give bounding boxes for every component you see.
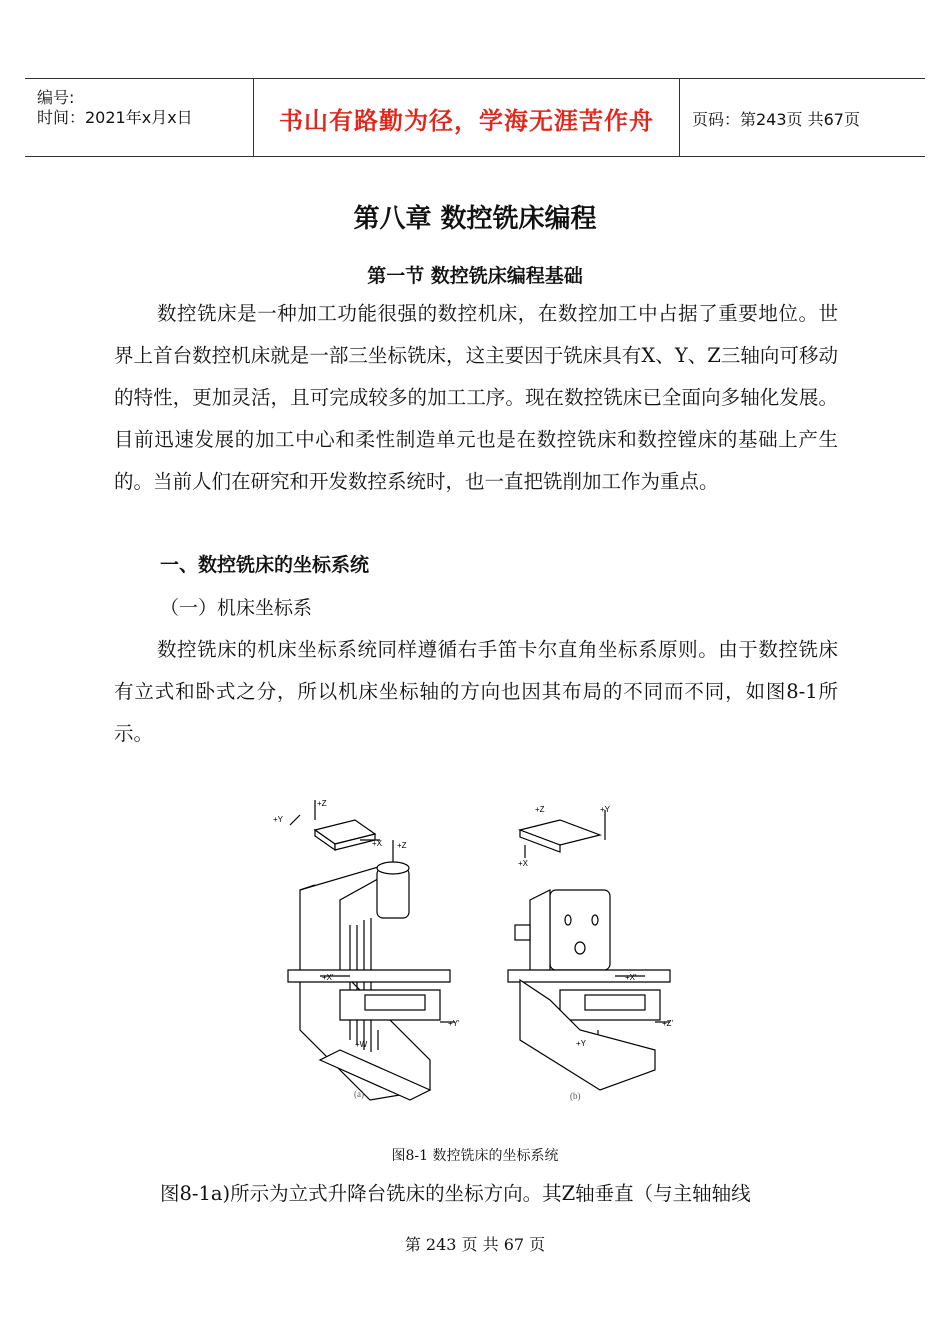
chapter-title: 第八章 数控铣床编程: [353, 204, 597, 234]
figure-caption: 图8-1 数控铣床的坐标系统: [391, 1148, 559, 1164]
axis-label-b-table-z: +Z': [662, 1019, 674, 1028]
machine-b: [508, 810, 670, 1090]
number-label: 编号:: [37, 88, 75, 107]
axis-label-b-top-x: +X: [518, 859, 529, 868]
axis-label-a-top-y: +Y: [273, 815, 284, 824]
section-title: 第一节 数控铣床编程基础: [367, 265, 583, 287]
page-footer: 第 243 页 共 67 页: [404, 1235, 546, 1254]
paragraph-2-text: 数控铣床的机床坐标系统同样遵循右手笛卡尔直角坐标系原则。由于数控铣床有立式和卧式之分，所以机床坐标轴的方向也因其布局的不同而不同，如图8-1所示。: [114, 638, 838, 745]
paragraph-3-text: 图8-1a)所示为立式升降台铣床的坐标方向。其Z轴垂直（与主轴轴线: [160, 1182, 751, 1205]
header-page-info: 页码：第243页 共67页: [692, 110, 860, 129]
header-motto-cell: [254, 79, 680, 156]
paragraph-2: [114, 629, 838, 755]
axis-label-b-top-y: +Y: [600, 805, 611, 814]
header-right-cell: [680, 79, 925, 156]
paragraph-1-text: 数控铣床是一种加工功能很强的数控机床，在数控加工中占据了重要地位。世界上首台数控机床就是一部三坐标铣床，这主要因于铣床具有X、Y、Z三轴向可移动的特性，更加灵活，且可完成较多的加工工序。现在数控铣床已全面向多轴化发展。目前迅速发展的加工中心和柔性制造单元也是在数控铣床和数控镗床的基础上产生的。当前人们在研究和开发数控系统时，也一直把铣削加工作为重点。: [114, 302, 838, 493]
axis-label-a-top-x: +X: [372, 839, 383, 848]
axis-label-a-top-z: +Z: [317, 799, 327, 808]
axis-label-a-table-x: +X': [322, 973, 334, 982]
time-label: 时间：2021年x月x日: [37, 108, 193, 127]
paragraph-3: [160, 1173, 840, 1215]
axis-label-b-table-y: +Y: [576, 1039, 587, 1048]
axis-label-b-table-x: +X': [625, 973, 637, 982]
figure-label-a: (a): [354, 1089, 364, 1099]
axis-label-a-table-y: +Y': [448, 1019, 460, 1028]
heading-machine-coordinate: （一）机床坐标系: [160, 597, 313, 619]
axis-label-b-top-z: +Z: [535, 805, 545, 814]
paragraph-1: [114, 293, 838, 503]
motto: 书山有路勤为径，学海无涯苦作舟: [279, 107, 654, 135]
heading-coordinate-system: 一、数控铣床的坐标系统: [160, 554, 370, 576]
axis-label-a-spindle-z: +Z: [397, 841, 407, 850]
axis-label-a-table-w: +W: [355, 1040, 368, 1049]
figure-label-b: (b): [570, 1091, 581, 1101]
header-left-cell: [25, 79, 254, 156]
figure-8-1: [260, 790, 680, 1110]
milling-machine-diagram: [260, 790, 680, 1110]
page-header: [25, 78, 925, 157]
